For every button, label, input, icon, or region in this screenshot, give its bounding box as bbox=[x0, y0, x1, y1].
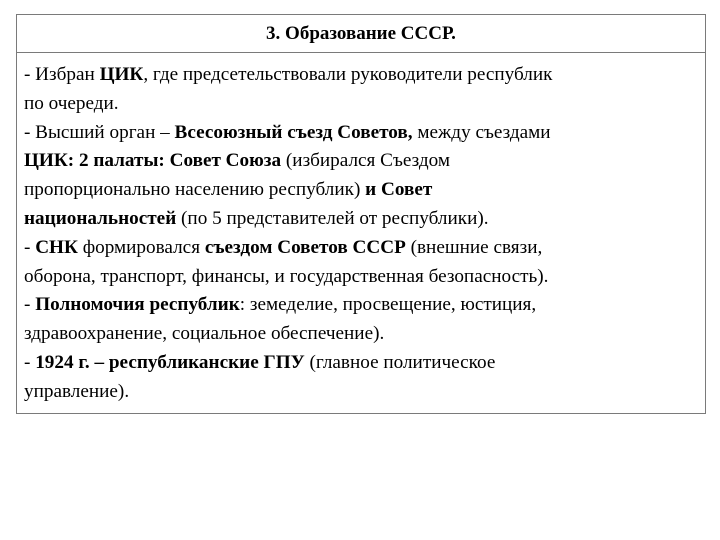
text-run: - Избран bbox=[24, 64, 100, 85]
text-run: - bbox=[24, 236, 36, 258]
text-run: здравоохранение, социальное обеспечение). bbox=[24, 323, 385, 345]
text-run: (главное политическое bbox=[304, 351, 496, 373]
text-line bbox=[24, 263, 699, 292]
text-run: пропорционально населению республик) bbox=[24, 179, 366, 201]
text-run: (избирался Съездом bbox=[281, 150, 451, 172]
text-line bbox=[24, 147, 699, 176]
text-run: между съездами bbox=[412, 121, 551, 143]
text-line bbox=[24, 176, 699, 205]
text-run: (по 5 представителей от республики). bbox=[176, 207, 489, 229]
text-run: формировался bbox=[77, 236, 205, 258]
slide-title: 3. Образование СССР. bbox=[17, 15, 705, 53]
text-run: : земеделие, просвещение, юстиция, bbox=[239, 294, 537, 316]
text-line bbox=[24, 61, 699, 90]
text-run-bold: 1924 г. – республиканские ГПУ bbox=[35, 351, 305, 373]
text-run: - bbox=[24, 294, 36, 316]
text-line bbox=[24, 291, 699, 320]
text-line bbox=[24, 349, 699, 378]
text-run-bold: национальностей bbox=[24, 207, 177, 229]
text-run-bold: Всесоюзный съезд Советов, bbox=[174, 121, 413, 143]
text-run: управление). bbox=[24, 380, 130, 402]
text-run-bold: ЦИК: 2 палаты: Совет Союза bbox=[24, 150, 282, 172]
text-run: оборона, транспорт, финансы, и государственная безопасность). bbox=[24, 265, 549, 287]
text-run: (внешние связи, bbox=[405, 236, 543, 258]
text-line bbox=[24, 205, 699, 234]
text-run-bold: СНК bbox=[35, 236, 78, 258]
text-run: - bbox=[24, 351, 36, 373]
text-run-bold: съездом Советов СССР bbox=[204, 236, 406, 258]
text-line bbox=[24, 378, 699, 407]
text-line bbox=[24, 320, 699, 349]
text-line bbox=[24, 234, 699, 263]
text-run-bold: Полномочия республик bbox=[35, 294, 240, 316]
text-run-bold: и Совет bbox=[365, 179, 433, 201]
text-run: - Высший орган – bbox=[24, 121, 175, 143]
text-run-bold: ЦИК bbox=[99, 64, 144, 85]
text-line bbox=[24, 90, 699, 119]
content-table bbox=[16, 14, 706, 414]
text-run: , где предсетельствовали руководители республик bbox=[143, 64, 553, 85]
text-line bbox=[24, 119, 699, 148]
text-run: по очереди. bbox=[24, 92, 119, 114]
content-body bbox=[17, 53, 705, 413]
